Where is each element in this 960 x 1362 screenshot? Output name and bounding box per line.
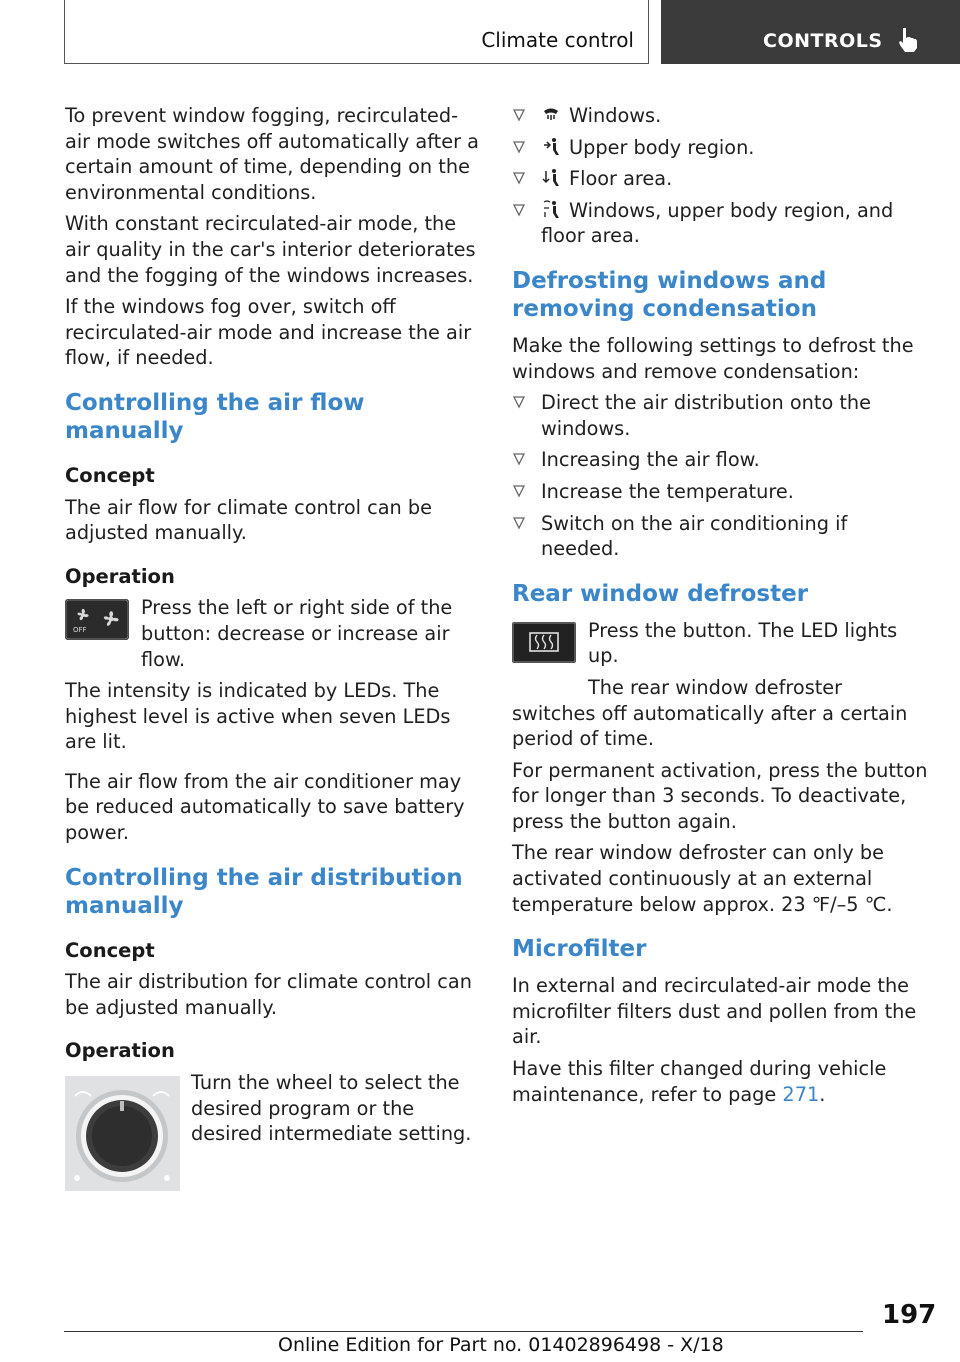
- subheading-concept: Concept: [65, 463, 155, 487]
- air-flow-operation: [65, 595, 479, 672]
- list-item: Increasing the air flow.: [512, 447, 930, 473]
- rear-defroster-button-image: [512, 622, 576, 663]
- paragraph: Have this filter changed during vehicle maintenance, refer to page 271.: [512, 1057, 887, 1106]
- paragraph: For permanent activation, press the button for longer than 3 seconds. To deactivate, press the button again.: [512, 758, 928, 833]
- distribution-wheel-image: [65, 1076, 180, 1191]
- fan-icon: [65, 599, 129, 640]
- paragraph: With constant recirculated-air mode, the air quality in the car's interior deteriorates and the fogging of the windows increases.: [65, 212, 476, 287]
- list-item: Floor area.: [512, 166, 930, 192]
- bullet-triangle-icon: [512, 451, 526, 467]
- header-chapter-tab[interactable]: [661, 0, 960, 64]
- floor-airflow-icon: [541, 168, 561, 188]
- fan-button-off-label: OFF: [73, 626, 87, 635]
- paragraph: Press the left or right side of the button: decrease or increase air flow.: [141, 596, 453, 671]
- rear-defroster-operation: [512, 618, 930, 752]
- air-distribution-operation: [65, 1070, 479, 1195]
- bullet-triangle-icon: [512, 483, 526, 499]
- right-column: [512, 103, 930, 1113]
- paragraph: If the windows fog over, switch off recirculated-air mode and increase the air flow, if needed.: [65, 295, 472, 370]
- footer-edition: Online Edition for Part no. 01402896498 - X/18: [278, 1334, 724, 1356]
- all-zones-airflow-icon: [541, 200, 561, 220]
- paragraph: To prevent window fogging, recirculated-air mode switches off automatically after a certain amount of time, depending on the environmental conditions.: [65, 104, 479, 204]
- rotary-knob-icon: [65, 1076, 180, 1191]
- list-item: Upper body region.: [512, 135, 930, 161]
- rear-defrost-icon: [512, 622, 576, 663]
- bullet-triangle-icon: [512, 515, 526, 531]
- bullet-triangle-icon: [512, 170, 526, 186]
- section-heading-defrosting: Defrosting windows and removing condensation: [512, 267, 827, 322]
- list-item: Increase the temperature.: [512, 479, 930, 505]
- left-column: [65, 103, 479, 1195]
- section-heading-air-distribution: Controlling the air distribution manually: [65, 864, 463, 919]
- list-item: Switch on the air conditioning if needed.: [512, 511, 930, 562]
- page-reference-link[interactable]: 271: [782, 1082, 820, 1106]
- section-heading-microfilter: Microfilter: [512, 936, 647, 963]
- paragraph: The air distribution for climate control can be adjusted manually.: [65, 970, 472, 1019]
- page-number: 197: [882, 1300, 937, 1330]
- header-chapter-label: CONTROLS: [763, 30, 883, 52]
- list-item: Windows, upper body region, and floor area.: [512, 198, 930, 249]
- list-item: Direct the air distribution onto the windows.: [512, 390, 930, 441]
- list-item: Windows.: [512, 103, 930, 129]
- paragraph: The rear window defroster can only be activated continuously at an external temperature below approx. 23 ℉/–5 ℃.: [512, 841, 893, 916]
- paragraph: [512, 675, 930, 752]
- bullet-triangle-icon: [512, 107, 526, 123]
- header-section-title: Climate control: [481, 28, 634, 52]
- section-heading-air-flow: Controlling the air flow manually: [65, 389, 365, 444]
- subheading-operation: Operation: [65, 564, 175, 588]
- subheading-concept: Concept: [65, 938, 155, 962]
- paragraph: The air flow from the air conditioner may be reduced automatically to save battery power.: [65, 769, 465, 845]
- paragraph: The air flow for climate control can be adjusted manually.: [65, 495, 432, 545]
- bullet-triangle-icon: [512, 202, 526, 218]
- paragraph: In external and recirculated-air mode the microfilter filters dust and pollen from the air.: [512, 974, 917, 1049]
- subheading-operation: Operation: [65, 1039, 175, 1063]
- footer-divider: [64, 1331, 863, 1332]
- rear-defroster-line2: The rear window defroster switches off automatically after a certain period of time.: [512, 675, 908, 751]
- paragraph: Press the button. The LED lights up.: [588, 618, 898, 668]
- pointing-hand-icon: [895, 26, 921, 54]
- windshield-airflow-icon: [541, 105, 561, 125]
- paragraph: The intensity is indicated by LEDs. The highest level is active when seven LEDs are lit.: [65, 679, 451, 754]
- section-heading-rear-defroster: Rear window defroster: [512, 580, 809, 607]
- paragraph: Turn the wheel to select the desired program or the desired intermediate setting.: [191, 1071, 472, 1146]
- paragraph: Make the following settings to defrost the windows and remove condensation:: [512, 333, 914, 383]
- air-flow-button-image: [65, 599, 129, 640]
- upper-body-airflow-icon: [541, 137, 561, 157]
- bullet-triangle-icon: [512, 139, 526, 155]
- bullet-triangle-icon: [512, 394, 526, 410]
